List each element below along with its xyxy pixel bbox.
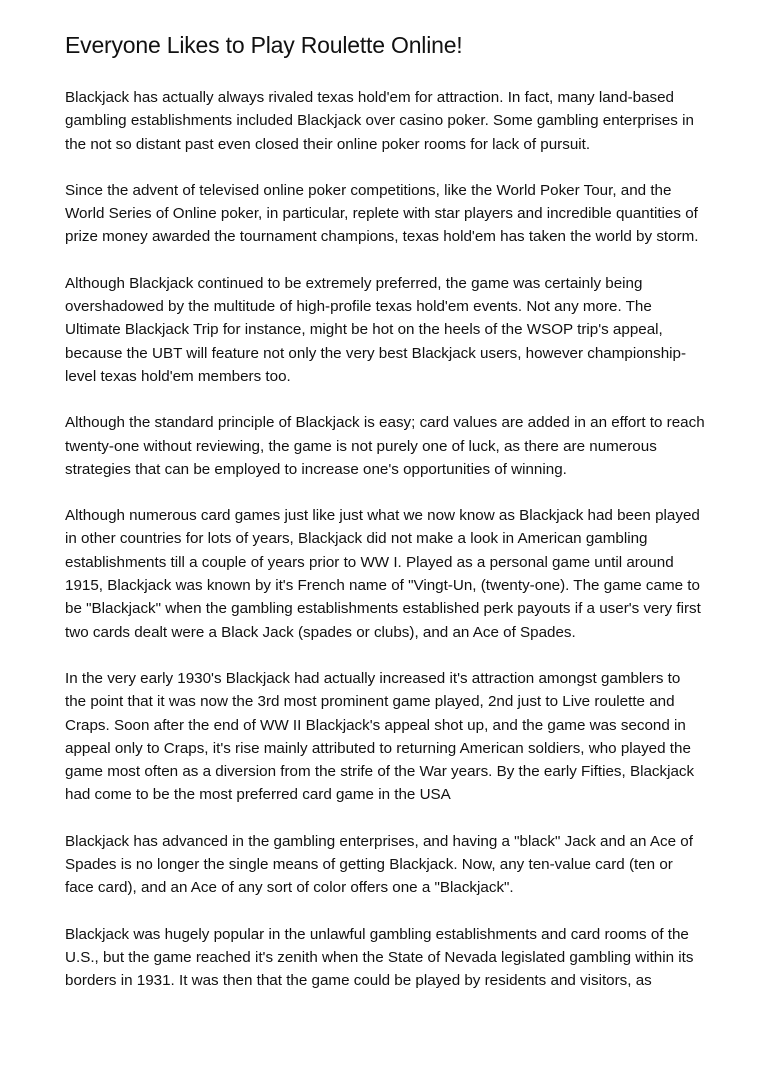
paragraph-3: Although Blackjack continued to be extremely preferred, the game was certainly being overshadowed by the multitude of high-profile texas hold'em events. Not any more. The Ultimate Blackjack Trip for instance, might be hot on the heels of the WSOP trip's appeal, because the UBT will feature not only the very best Blackjack users, however championship-level texas hold'em members too. [65,274,687,385]
paragraph-7: Blackjack has advanced in the gambling enterprises, and having a "black" Jack and an Ace of Spades is no longer the single means of getting Blackjack. Now, any ten-value card (ten or face card), and an Ace of any sort of color offers one a "Blackjack". [65,832,693,897]
document-title: Everyone Likes to Play Roulette Online! [65,32,463,58]
paragraph-5: Although numerous card games just like just what we now know as Blackjack had been played in other countries for lots of years, Blackjack did not make a look in American gambling establishments till a couple of years prior to WW I. Played as a personal game until around 1915, Blackjack was known by it's French name of "Vingt-Un, (twenty-one). The game came to be "Blackjack" when the gambling establishments established perk payouts if a user's very first two cards dealt were a Black Jack (spades or clubs), and an Ace of Spades. [65,507,701,641]
paragraph-4: Although the standard principle of Blackjack is easy; card values are added in an effort to reach twenty-one without reviewing, the game is not purely one of luck, as there are numerous strategies that can be employed to increase one's opportunities of winning. [65,414,705,478]
paragraph-1: Blackjack has actually always rivaled texas hold'em for attraction. In fact, many land-based gambling establishments included Blackjack over casino poker. Some gambling enterprises in the not so distant past even closed their online poker rooms for lack of pursuit. [65,89,694,153]
paragraph-6: In the very early 1930's Blackjack had actually increased it's attraction amongst gamblers to the point that it was now the 3rd most prominent game played, 2nd just to Live roulette and Craps. Soon after the end of WW II Blackjack's appeal shot up, and the game was second in appeal only to Craps, it's rise mainly attributed to returning American soldiers, who played the game most often as a diversion from the strife of the War years. By the early Fifties, Blackjack had come to be the most preferred card game in the USA [65,669,695,804]
paragraph-2: Since the advent of televised online poker competitions, like the World Poker Tour, and the World Series of Online poker, in particular, replete with star players and incredible quantities of prize money awarded the tournament champions, texas hold'em has taken the world by storm. [65,181,699,246]
paragraph-8: Blackjack was hugely popular in the unlawful gambling establishments and card rooms of the U.S., but the game reached it's zenith when the State of Nevada legislated gambling within its borders in 1931. It was then that the game could be played by residents and visitors, as [65,925,694,990]
document-page [65,30,705,1016]
